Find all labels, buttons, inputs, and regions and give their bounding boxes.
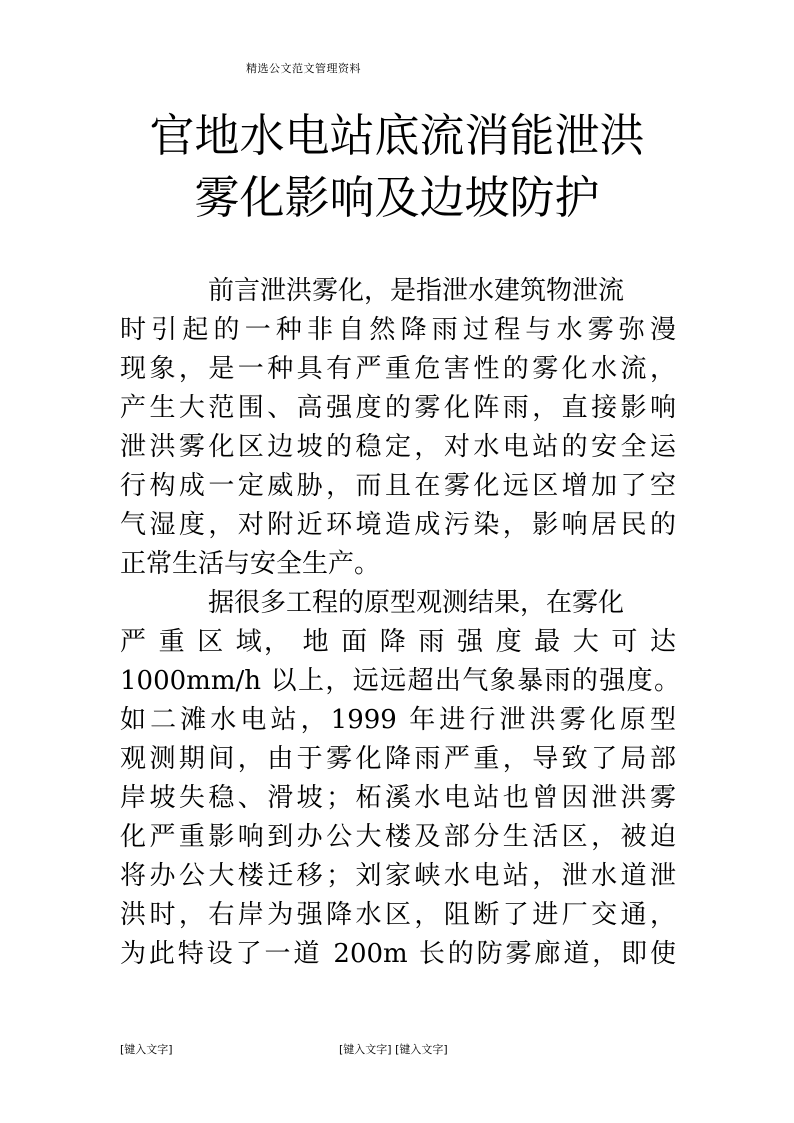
paragraph-2-line: 1000mm/h 以上，远远超出气象暴雨的强度。 (120, 666, 680, 696)
paragraph-1-line: 气湿度，对附近环境造成污染，影响居民的 (120, 510, 676, 540)
paragraph-1-line: 现象，是一种具有严重危害性的雾化水流， (120, 354, 676, 384)
paragraph-2-line: 岸坡失稳、滑坡；柘溪水电站也曾因泄洪雾 (120, 783, 676, 813)
page-header: 精选公文范文管理资料 (246, 62, 361, 75)
paragraph-2-line: 据很多工程的原型观测结果，在雾化 (208, 588, 625, 618)
paragraph-1-line: 泄洪雾化区边坡的稳定，对水电站的安全运 (120, 432, 676, 462)
paragraph-2-line: 将办公大楼迁移；刘家峡水电站，泄水道泄 (120, 861, 676, 891)
paragraph-1-line: 时引起的一种非自然降雨过程与水雾弥漫 (120, 315, 676, 345)
paragraph-1-line: 前言泄洪雾化，是指泄水建筑物泄流 (208, 276, 625, 306)
paragraph-2-line: 观测期间，由于雾化降雨严重，导致了局部 (120, 744, 676, 774)
paragraph-2-line: 洪时，右岸为强降水区，阻断了进厂交通， (120, 900, 676, 930)
title-line-2: 雾化影响及边坡防护 (194, 171, 600, 224)
paragraph-1-line: 正常生活与安全生产。 (120, 549, 381, 579)
footer-center: [键入文字] [键入文字] (339, 1043, 448, 1056)
paragraph-2-line: 严 重 区 域， 地 面 降 雨 强 度 最 大 可 达 (120, 627, 676, 657)
paragraph-2-line: 如二滩水电站，1999 年进行泄洪雾化原型 (120, 705, 676, 735)
paragraph-2-line: 为此特设了一道 200m 长的防雾廊道，即使 (120, 939, 676, 969)
paragraph-1-line: 行构成一定威胁，而且在雾化远区增加了空 (120, 471, 676, 501)
paragraph-2-line: 化严重影响到办公大楼及部分生活区，被迫 (120, 822, 676, 852)
title-line-1: 官地水电站底流消能泄洪 (149, 109, 645, 162)
paragraph-1-line: 产生大范围、高强度的雾化阵雨，直接影响 (120, 393, 676, 423)
footer-left: [键入文字] (120, 1043, 173, 1056)
